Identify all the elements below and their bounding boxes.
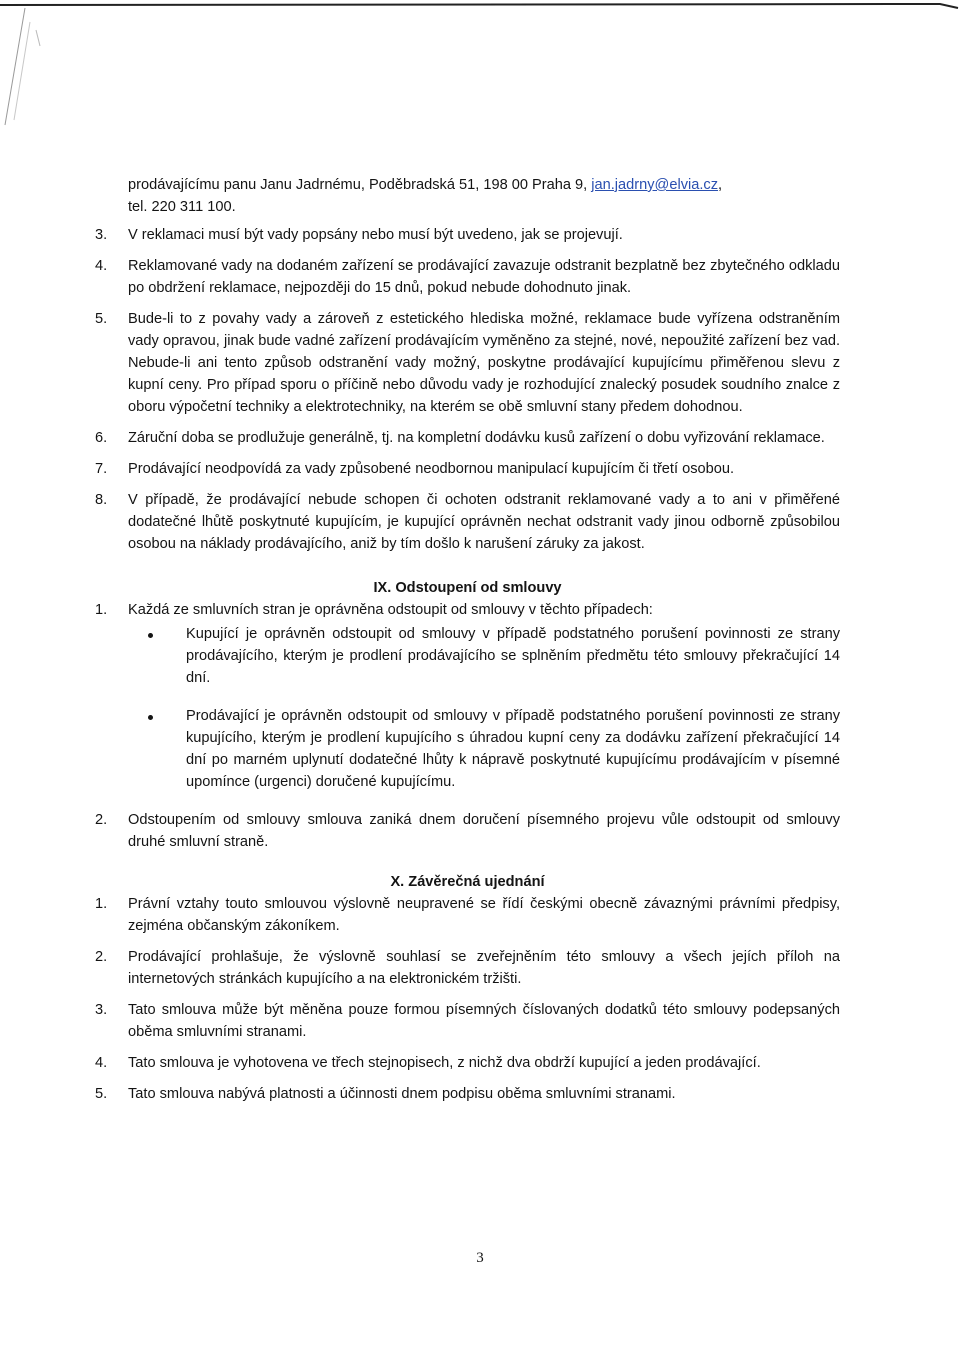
item-number: 1. [95, 896, 108, 912]
item-number: 5. [95, 311, 108, 327]
list-item [95, 809, 840, 853]
item-text: V případě, že prodávající nebude schopen či ochoten odstranit reklamované vady a to ani v přiměřené dodatečné lhůtě poskytnuté kupujícím, je kupující oprávněn nechat odstranit vady jinou odborně způsobilou osobou na náklady prodávajícího, aniž by tím došlo k narušení záruky za jakost. [128, 492, 840, 552]
document-body [95, 174, 840, 1114]
list-item [95, 999, 840, 1043]
bullet-text: Kupující je oprávněn odstoupit od smlouvy v případě podstatného porušení povinnosti ze strany prodávajícího, kterým je prodlení prodávajícího se splněním předmětu této smlouvy překračující 14 dní. [186, 626, 840, 686]
item-text: Odstoupením od smlouvy smlouva zaniká dnem doručení písemného projevu vůle odstoupit od smlouvy druhé smluvní straně. [128, 812, 840, 850]
email-link[interactable]: jan.jadrny@elvia.cz [591, 177, 719, 193]
item-text: Každá ze smluvních stran je oprávněna odstoupit od smlouvy v těchto případech: [128, 602, 653, 618]
item-number: 2. [95, 812, 108, 828]
item-text: Tato smlouva je vyhotovena ve třech stejnopisech, z nichž dva obdrží kupující a jeden prodávající. [128, 1055, 761, 1071]
intro-comma: , [718, 177, 723, 193]
item-number: 4. [95, 1055, 108, 1071]
list-item [95, 224, 840, 246]
list-item [95, 599, 840, 621]
bullet-item [128, 623, 840, 689]
intro-tel: tel. 220 311 100. [128, 199, 236, 215]
item-number: 5. [95, 1086, 108, 1102]
intro-text: prodávajícímu panu Janu Jadrnému, Poděbradská 51, 198 00 Praha 9, [128, 177, 592, 193]
section-x-title: X. Závěrečná ujednání [390, 874, 545, 890]
page-number: 3 [476, 1250, 484, 1266]
item-number: 6. [95, 430, 108, 446]
item-number: 4. [95, 258, 108, 274]
list-item [95, 458, 840, 480]
bullet-list [128, 623, 840, 793]
section-ix-title: IX. Odstoupení od smlouvy [373, 580, 562, 596]
item-number: 3. [95, 1002, 108, 1018]
intro-continuation [95, 174, 840, 218]
item-text: Prodávající neodpovídá za vady způsobené neodbornou manipulací kupujícím či třetí osobou. [128, 461, 735, 477]
list-item [95, 308, 840, 418]
item-text: Reklamované vady na dodaném zařízení se prodávající zavazuje odstranit bezplatně bez zbytečného odkladu po obdržení reklamace, nejpozději do 15 dnů, pokud nebude dohodnuto jinak. [128, 258, 840, 296]
bullet-icon [128, 623, 186, 689]
item-text: Záruční doba se prodlužuje generálně, tj. na kompletní dodávku kusů zařízení o dobu vyřizování reklamace. [128, 430, 825, 446]
list-item [95, 489, 840, 555]
list-item [95, 255, 840, 299]
bullet-icon [128, 705, 186, 793]
bullet-text: Prodávající je oprávněn odstoupit od smlouvy v případě podstatného porušení povinnosti ze strany kupujícího, kterým je prodlení kupujícího s úhradou kupní ceny za dodávku zařízení překračující 14 dní po marném uplynutí dodatečné lhůty k nápravě poskytnuté kupujícímu prodávajícím v písemné upomínce (urgenci) doručené kupujícímu. [186, 708, 840, 790]
list-item [95, 946, 840, 990]
list-item [95, 893, 840, 937]
item-number: 1. [95, 602, 108, 618]
bullet-item [128, 705, 840, 793]
item-text: Právní vztahy touto smlouvou výslovně neupravené se řídí českými obecně závaznými právními předpisy, zejména občanským zákoníkem. [128, 896, 840, 934]
scan-edge-mark [0, 0, 960, 130]
item-text: Prodávající prohlašuje, že výslovně souhlasí se zveřejněním této smlouvy a všech jejích příloh na internetových stránkách kupujícího a na elektronickém tržišti. [128, 949, 840, 987]
item-text: Tato smlouva může být měněna pouze formou písemných číslovaných dodatků této smlouvy podepsaných oběma smluvními stranami. [128, 1002, 840, 1040]
item-text: V reklamaci musí být vady popsány nebo musí být uvedeno, jak se projevují. [128, 227, 623, 243]
item-number: 2. [95, 949, 108, 965]
item-number: 7. [95, 461, 108, 477]
item-text: Bude-li to z povahy vady a zároveň z estetického hlediska možné, reklamace bude vyřízena odstraněním vady opravou, jinak bude vadné zařízení prodávajícím vyměněno za stejné, nové, nepoužité zařízení bez vad. Nebude-li ani tento způsob odstranění vady možný, poskytne prodávající kupujícímu přiměřenou slevu z kupní ceny. Pro případ sporu o příčině nebo důvodu vady je rozhodující znalecký posudek soudního znalce z oboru výpočetní techniky a elektrotechniky, na kterém se obě smluvní stany předem dohodnou. [128, 311, 840, 415]
item-text: Tato smlouva nabývá platnosti a účinnosti dnem podpisu oběma smluvními stranami. [128, 1086, 676, 1102]
item-number: 3. [95, 227, 108, 243]
list-item [95, 427, 840, 449]
list-item [95, 1083, 840, 1105]
list-item [95, 1052, 840, 1074]
item-number: 8. [95, 492, 108, 508]
